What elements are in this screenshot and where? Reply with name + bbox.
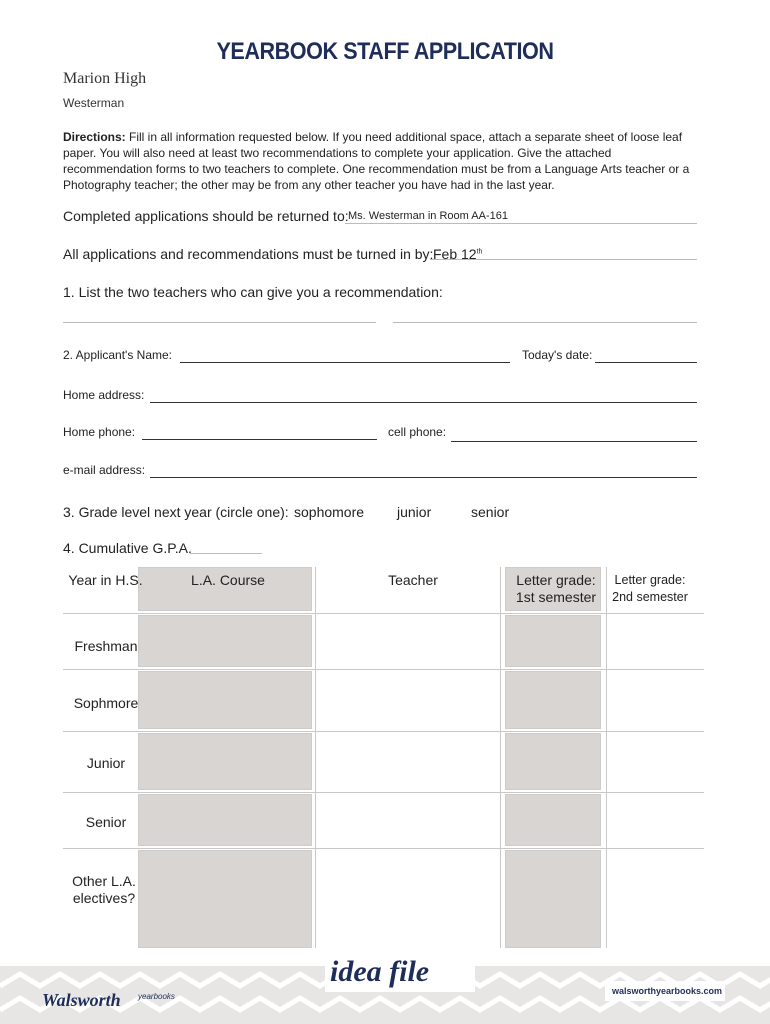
header-course: L.A. Course — [191, 572, 265, 588]
teacher-2-field[interactable] — [393, 322, 697, 323]
row-divider — [63, 792, 704, 793]
cell-phone-field[interactable] — [451, 441, 697, 442]
page-title: YEARBOOK STAFF APPLICATION — [216, 38, 554, 65]
footer-site: walsworthyearbooks.com — [612, 986, 723, 996]
directions-text: Fill in all information requested below. If you need additional space, attach a separate sheet of loose leaf paper. You will also need at least two recommendations to complete your application. Give the attached recommendation forms to two teachers to complete. One recommendation must be from a Language Arts teacher or a Photography teacher; the other may be from any other teacher you have had in the last year. — [63, 130, 690, 192]
row-divider — [63, 848, 704, 849]
header-grade1: Letter grade: 1st semester — [515, 572, 597, 605]
header-grade2: Letter grade: 2nd semester — [612, 573, 688, 604]
return-to-line — [345, 223, 697, 224]
home-phone-label: Home phone: — [63, 425, 136, 439]
course-cell-junior[interactable] — [138, 733, 312, 790]
row-label-sophmore: Sophmore — [73, 695, 139, 711]
gpa-label: 4. Cumulative G.P.A. — [63, 540, 192, 556]
email-field[interactable] — [150, 477, 697, 478]
col-divider — [500, 567, 501, 948]
row-label-junior: Junior — [86, 755, 126, 771]
deadline-line — [430, 259, 697, 260]
walsworth-logo: Walsworth — [42, 990, 121, 1010]
return-to-value: Ms. Westerman in Room AA-161 — [348, 210, 508, 222]
row-label-senior: Senior — [85, 814, 127, 830]
grade-option-junior[interactable]: junior — [397, 504, 432, 520]
adviser-name: Westerman — [63, 96, 125, 110]
grade-option-sophomore[interactable]: sophomore — [294, 504, 365, 520]
course-cell-freshman[interactable] — [138, 615, 312, 667]
grade1-cell-junior[interactable] — [505, 733, 601, 790]
row-divider — [63, 669, 704, 670]
row-label-other: Other L.A. electives? — [72, 873, 136, 906]
deadline-label: All applications and recommendations must be turned in by: — [63, 246, 434, 262]
grade-level-label: 3. Grade level next year (circle one): — [63, 504, 289, 520]
grade1-cell-sophmore[interactable] — [505, 671, 601, 729]
email-label: e-mail address: — [63, 463, 146, 477]
deadline-value: Feb 12 — [433, 246, 477, 262]
walsworth-logo-sub: yearbooks — [138, 992, 175, 1001]
deadline-suffix: th — [476, 248, 483, 256]
grade1-cell-freshman[interactable] — [505, 615, 601, 667]
col-divider — [315, 567, 316, 948]
header-year: Year in H.S. — [68, 572, 143, 588]
teacher-1-field[interactable] — [63, 322, 376, 323]
grade1-cell-senior[interactable] — [505, 794, 601, 846]
return-to-label: Completed applications should be returned to: — [63, 208, 349, 224]
course-cell-sophmore[interactable] — [138, 671, 312, 729]
cell-phone-label: cell phone: — [388, 425, 447, 439]
home-address-label: Home address: — [63, 388, 145, 402]
home-address-field[interactable] — [150, 402, 697, 403]
applicant-name-label: 2. Applicant's Name: — [63, 348, 173, 362]
grade1-cell-other[interactable] — [505, 850, 601, 948]
row-label-freshman: Freshman — [74, 638, 138, 654]
row-divider — [63, 731, 704, 732]
idea-file-logo: idea file — [330, 955, 430, 988]
row-divider — [63, 613, 704, 614]
applicant-name-field[interactable] — [180, 362, 510, 363]
school-name: Marion High — [63, 70, 147, 87]
col-divider — [606, 567, 607, 948]
course-cell-other[interactable] — [138, 850, 312, 948]
grade-option-senior[interactable]: senior — [471, 504, 510, 520]
todays-date-field[interactable] — [595, 362, 697, 363]
directions-label: Directions: — [63, 130, 126, 144]
header-teacher: Teacher — [388, 572, 438, 588]
directions-paragraph — [63, 129, 693, 193]
gpa-field[interactable] — [190, 553, 262, 554]
todays-date-label: Today's date: — [522, 348, 593, 362]
q1-label: 1. List the two teachers who can give you a recommendation: — [63, 284, 443, 300]
home-phone-field[interactable] — [142, 439, 377, 440]
course-cell-senior[interactable] — [138, 794, 312, 846]
